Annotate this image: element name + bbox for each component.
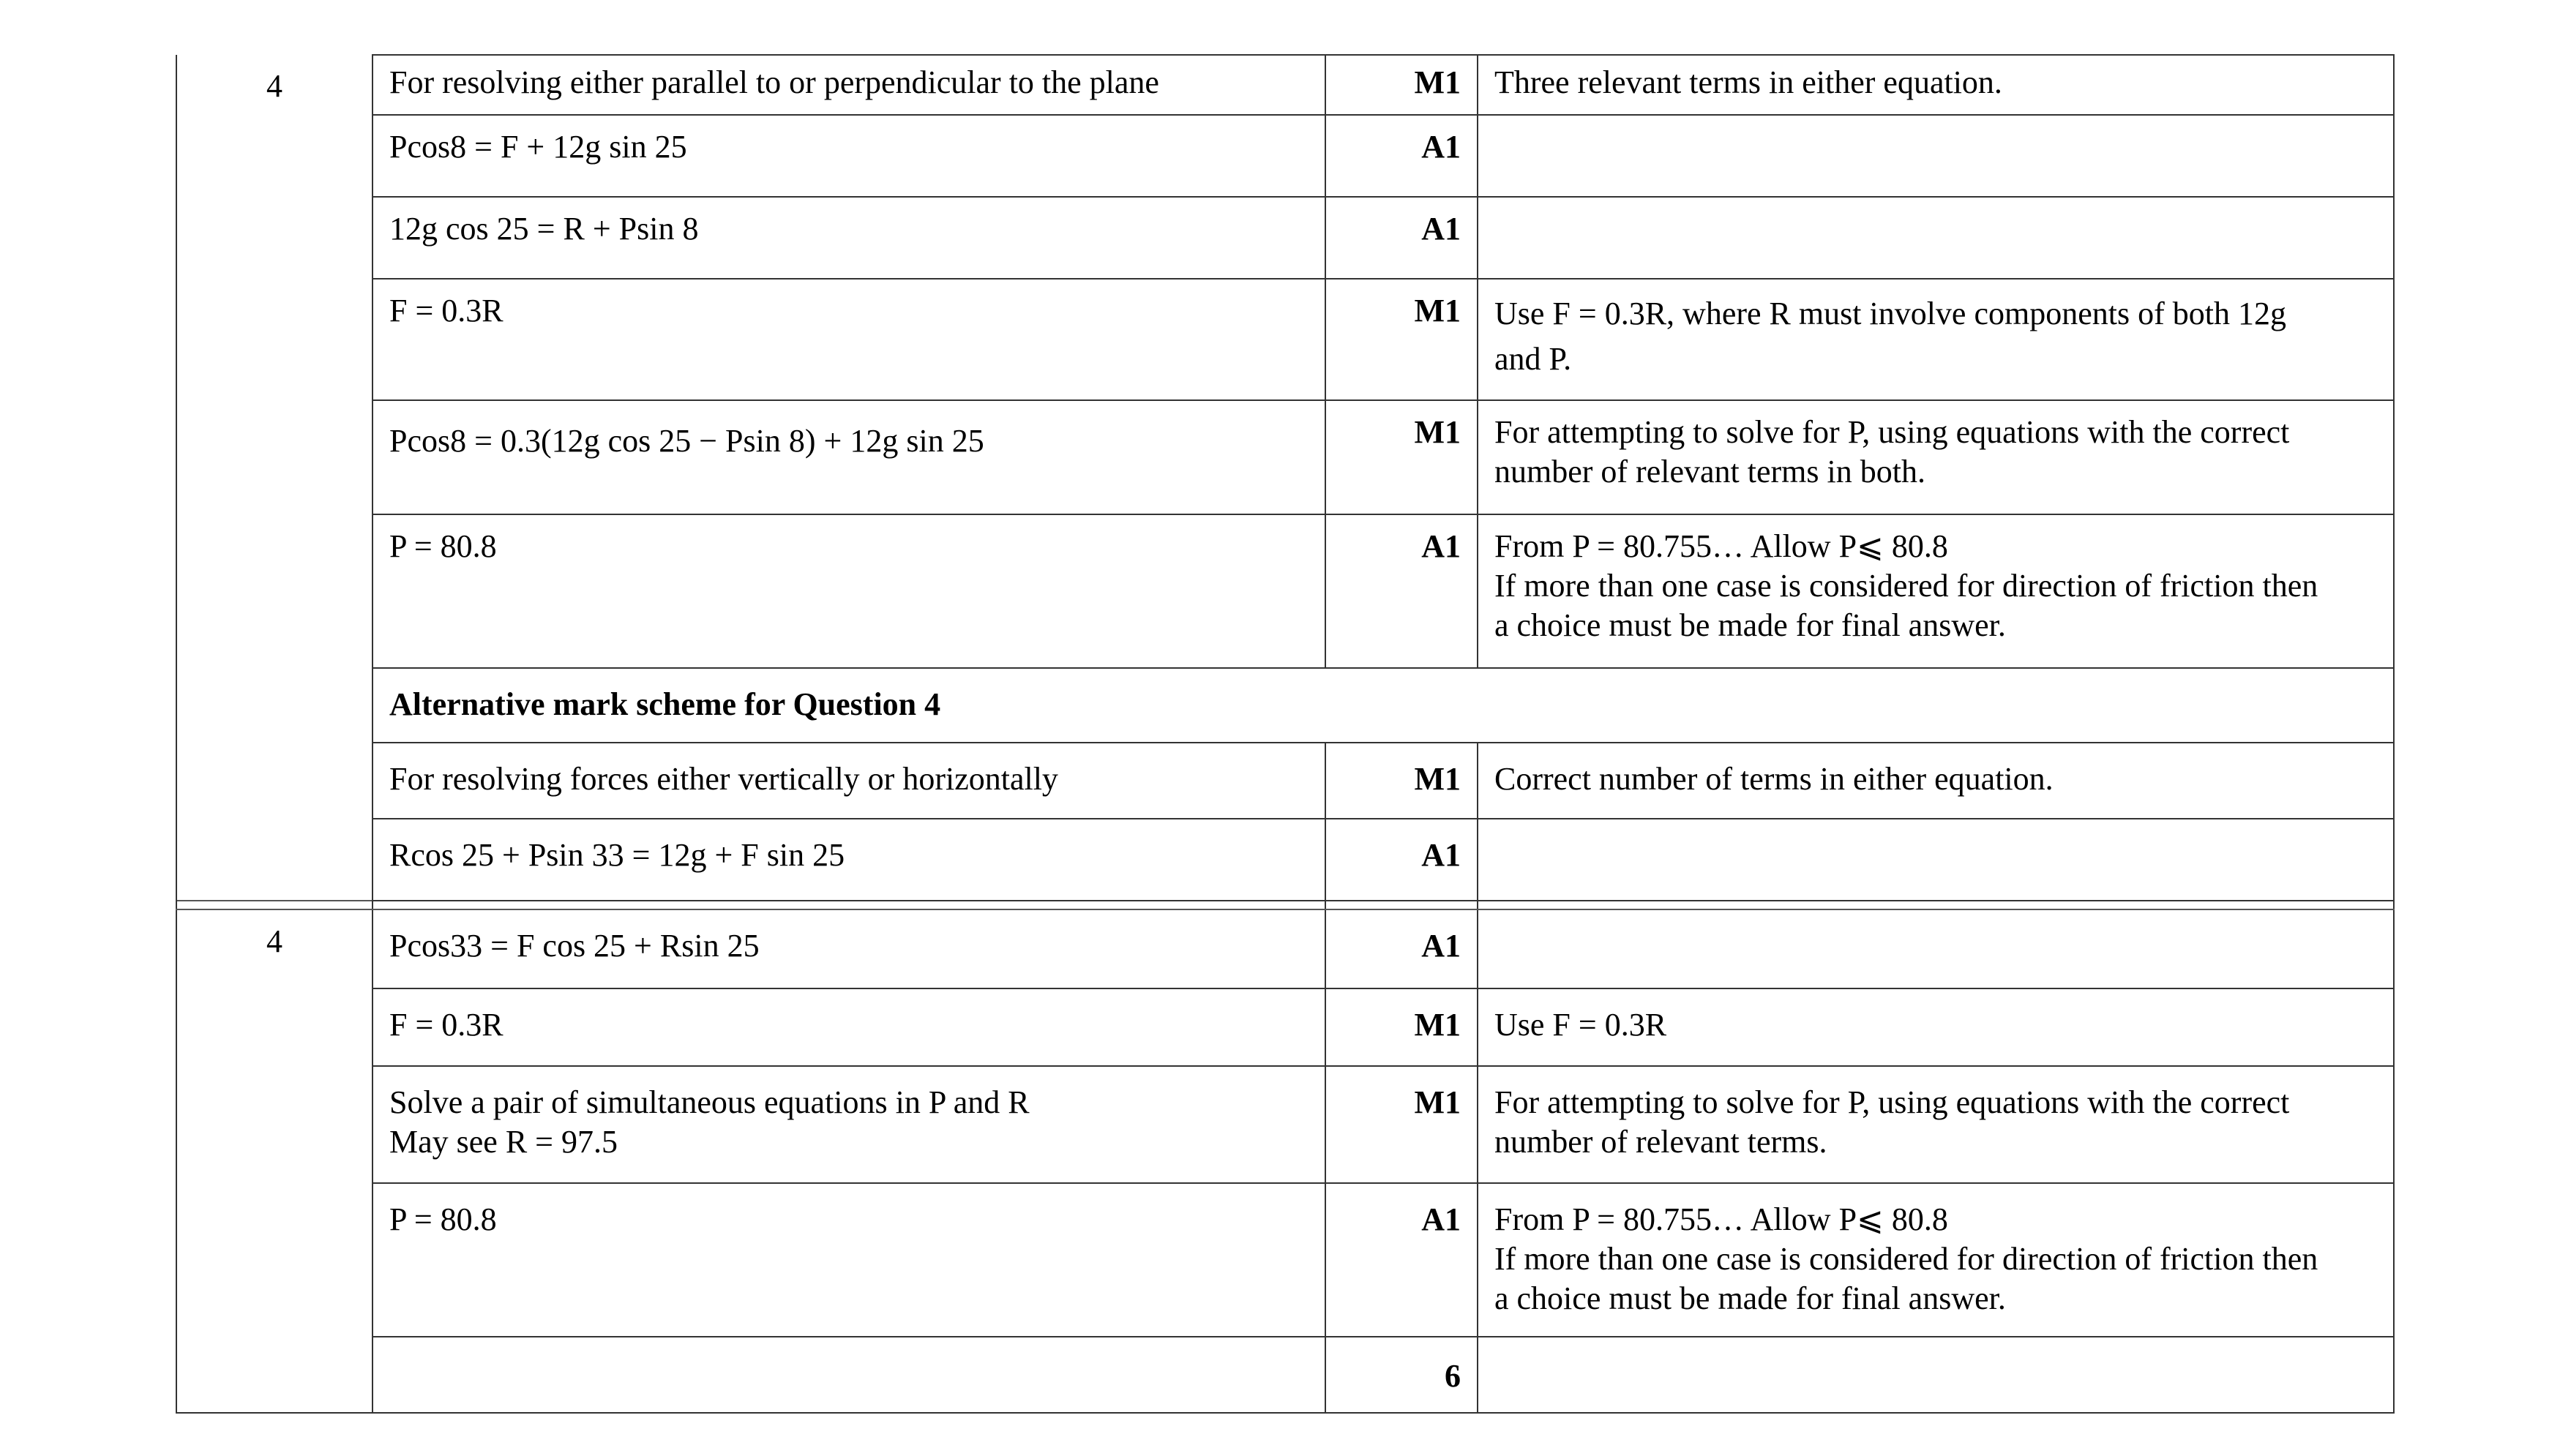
guidance-cell — [1478, 115, 2394, 197]
answer-text: May see R = 97.5 — [389, 1124, 618, 1160]
guidance-text: For attempting to solve for P, using equations with the correct — [1494, 1084, 2290, 1120]
answer-text: Pcos33 = F cos 25 + Rsin 25 — [389, 928, 760, 964]
mark-cell — [1325, 514, 1478, 668]
separator-cell — [176, 901, 373, 909]
guidance-text: If more than one case is considered for direction of friction then — [1494, 568, 2318, 604]
alternative-heading-text: Alternative mark scheme for Question 4 — [389, 686, 941, 722]
guidance-cell — [1478, 819, 2394, 901]
answer-text: Rcos 25 + Psin 33 = 12g + F sin 25 — [389, 837, 845, 873]
table-row — [176, 743, 2394, 819]
answer-text: 12g cos 25 = R + Psin 8 — [389, 211, 699, 247]
separator-cell — [1478, 901, 2394, 909]
answer-cell — [373, 115, 1325, 197]
guidance-text: Use F = 0.3R, where R must involve components of both 12g — [1494, 296, 2286, 331]
answer-text: P = 80.8 — [389, 1201, 497, 1237]
table-row — [176, 197, 2394, 279]
answer-cell — [373, 1066, 1325, 1183]
table-row — [176, 55, 2394, 115]
answer-cell — [373, 197, 1325, 279]
table-row — [176, 819, 2394, 901]
guidance-text: From P = 80.755… Allow P⩽ 80.8 — [1494, 1201, 1948, 1237]
mark-text: A1 — [1421, 211, 1461, 247]
guidance-text: Use F = 0.3R — [1494, 1007, 1667, 1043]
answer-cell — [373, 909, 1325, 988]
mark-cell — [1325, 115, 1478, 197]
mark-text: M1 — [1414, 1007, 1461, 1043]
guidance-cell — [1478, 1183, 2394, 1337]
table-row — [176, 400, 2394, 514]
guidance-cell — [1478, 1066, 2394, 1183]
table-row — [176, 514, 2394, 668]
question-number-text: 4 — [266, 923, 282, 959]
guidance-text: and P. — [1494, 341, 1572, 377]
mark-cell — [1325, 1066, 1478, 1183]
guidance-text: For attempting to solve for P, using equations with the correct — [1494, 414, 2290, 450]
mark-cell — [1325, 1183, 1478, 1337]
answer-text: Pcos8 = 0.3(12g cos 25 − Psin 8) + 12g sin 25 — [389, 423, 984, 459]
guidance-cell — [1478, 279, 2394, 400]
answer-cell — [373, 743, 1325, 819]
answer-text: For resolving either parallel to or perpendicular to the plane — [389, 64, 1159, 100]
mark-text: M1 — [1414, 414, 1461, 450]
guidance-cell — [1478, 988, 2394, 1066]
separator-cell — [373, 901, 1325, 909]
mark-scheme-table — [176, 54, 2395, 1414]
guidance-text: a choice must be made for final answer. — [1494, 607, 2006, 643]
answer-text: F = 0.3R — [389, 1007, 504, 1043]
mark-text: A1 — [1421, 1201, 1461, 1237]
separator-cell — [1325, 901, 1478, 909]
answer-cell — [373, 400, 1325, 514]
table-row — [176, 279, 2394, 400]
mark-scheme-sheet — [176, 54, 2393, 1414]
table-row — [176, 988, 2394, 1066]
mark-cell — [1325, 743, 1478, 819]
guidance-text: Correct number of terms in either equation. — [1494, 761, 2054, 797]
guidance-text: number of relevant terms. — [1494, 1124, 1827, 1160]
total-mark-text: 6 — [1445, 1358, 1461, 1394]
table-row — [176, 668, 2394, 743]
answer-text: Pcos8 = F + 12g sin 25 — [389, 129, 687, 165]
answer-text: For resolving forces either vertically or horizontally — [389, 761, 1058, 797]
mark-text: M1 — [1414, 761, 1461, 797]
question-number-text: 4 — [266, 68, 282, 104]
mark-cell — [1325, 197, 1478, 279]
answer-cell — [373, 1183, 1325, 1337]
total-mark-cell — [1325, 1337, 1478, 1413]
answer-cell — [373, 514, 1325, 668]
alternative-heading — [373, 668, 2394, 743]
answer-cell — [373, 1337, 1325, 1413]
mark-text: M1 — [1414, 293, 1461, 329]
mark-text: A1 — [1421, 528, 1461, 564]
guidance-cell — [1478, 514, 2394, 668]
guidance-cell — [1478, 909, 2394, 988]
guidance-cell — [1478, 197, 2394, 279]
answer-text: Solve a pair of simultaneous equations in P and R — [389, 1084, 1030, 1120]
answer-cell — [373, 819, 1325, 901]
table-row — [176, 1066, 2394, 1183]
guidance-text: number of relevant terms in both. — [1494, 454, 1925, 489]
guidance-cell — [1478, 1337, 2394, 1413]
question-number — [176, 55, 373, 901]
table-row — [176, 1337, 2394, 1413]
table-row — [176, 1183, 2394, 1337]
mark-cell — [1325, 55, 1478, 115]
mark-text: M1 — [1414, 1084, 1461, 1120]
mark-text: A1 — [1421, 129, 1461, 165]
guidance-text: Three relevant terms in either equation. — [1494, 64, 2002, 100]
answer-text: P = 80.8 — [389, 528, 497, 564]
mark-text: A1 — [1421, 837, 1461, 873]
answer-cell — [373, 279, 1325, 400]
guidance-text: From P = 80.755… Allow P⩽ 80.8 — [1494, 528, 1948, 564]
guidance-text: If more than one case is considered for direction of friction then — [1494, 1241, 2318, 1277]
answer-cell — [373, 988, 1325, 1066]
mark-text: M1 — [1414, 64, 1461, 100]
mark-cell — [1325, 909, 1478, 988]
table-row — [176, 909, 2394, 988]
answer-text: F = 0.3R — [389, 293, 504, 329]
page-break-separator — [176, 901, 2394, 909]
guidance-cell — [1478, 400, 2394, 514]
guidance-cell — [1478, 743, 2394, 819]
mark-cell — [1325, 819, 1478, 901]
question-number — [176, 909, 373, 1413]
answer-cell — [373, 55, 1325, 115]
mark-cell — [1325, 988, 1478, 1066]
guidance-cell — [1478, 55, 2394, 115]
table-row — [176, 115, 2394, 197]
mark-text: A1 — [1421, 928, 1461, 964]
mark-cell — [1325, 400, 1478, 514]
mark-cell — [1325, 279, 1478, 400]
guidance-text: a choice must be made for final answer. — [1494, 1280, 2006, 1316]
